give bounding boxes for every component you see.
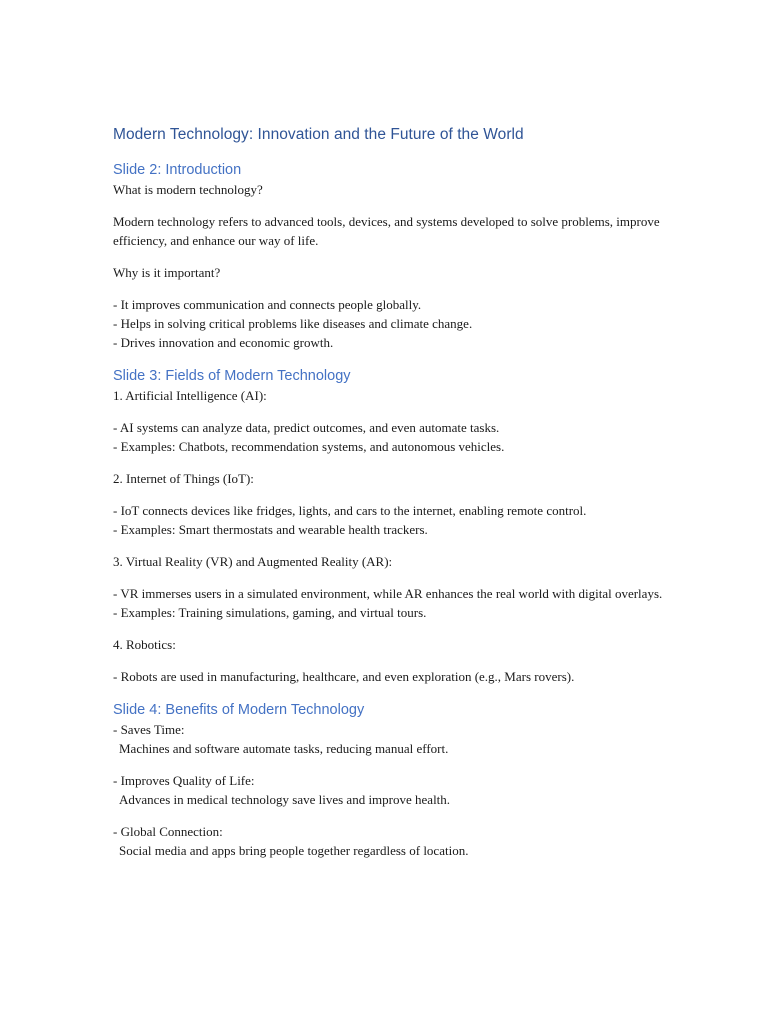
field-robotics-points — [113, 667, 673, 686]
benefit-item — [113, 771, 673, 809]
list-item: - VR immerses users in a simulated environment, while AR enhances the real world with digital overlays. — [113, 586, 663, 601]
benefit-description: Social media and apps bring people together regardless of location. — [119, 843, 469, 858]
field-vr-title: 3. Virtual Reality (VR) and Augmented Reality (AR): — [113, 554, 393, 569]
document-body — [113, 124, 673, 873]
document-title: Modern Technology: Innovation and the Future of the World — [113, 126, 524, 143]
benefit-label: - Global Connection: — [113, 824, 223, 839]
list-item: - Examples: Smart thermostats and wearable health trackers. — [113, 522, 428, 537]
field-ai-points — [113, 418, 673, 456]
list-item: - AI systems can analyze data, predict outcomes, and even automate tasks. — [113, 420, 500, 435]
field-vr-points — [113, 584, 673, 622]
intro-question-1: What is modern technology? — [113, 182, 263, 197]
benefit-label: - Improves Quality of Life: — [113, 773, 255, 788]
list-item: - Helps in solving critical problems like diseases and climate change. — [113, 316, 473, 331]
field-robotics-title: 4. Robotics: — [113, 637, 176, 652]
list-item: - Examples: Training simulations, gaming, and virtual tours. — [113, 605, 427, 620]
list-item: - Robots are used in manufacturing, healthcare, and even exploration (e.g., Mars rovers). — [113, 669, 575, 684]
section-heading-benefits: Slide 4: Benefits of Modern Technology — [113, 702, 365, 718]
section-heading-fields: Slide 3: Fields of Modern Technology — [113, 368, 351, 384]
benefit-item — [113, 720, 673, 758]
list-item: - It improves communication and connects people globally. — [113, 297, 422, 312]
field-iot-points — [113, 501, 673, 539]
list-item: - IoT connects devices like fridges, lights, and cars to the internet, enabling remote control. — [113, 503, 587, 518]
intro-definition: Modern technology refers to advanced tools, devices, and systems developed to solve problems, improve efficiency, and enhance our way of life. — [113, 214, 660, 248]
field-ai-title: 1. Artificial Intelligence (AI): — [113, 388, 267, 403]
benefit-item — [113, 822, 673, 860]
benefit-description: Advances in medical technology save lives and improve health. — [119, 792, 451, 807]
list-item: - Examples: Chatbots, recommendation systems, and autonomous vehicles. — [113, 439, 505, 454]
benefit-description: Machines and software automate tasks, reducing manual effort. — [119, 741, 449, 756]
intro-question-2: Why is it important? — [113, 265, 221, 280]
list-item: - Drives innovation and economic growth. — [113, 335, 334, 350]
benefit-label: - Saves Time: — [113, 722, 185, 737]
section-heading-introduction: Slide 2: Introduction — [113, 162, 242, 178]
field-iot-title: 2. Internet of Things (IoT): — [113, 471, 254, 486]
intro-points — [113, 295, 673, 352]
